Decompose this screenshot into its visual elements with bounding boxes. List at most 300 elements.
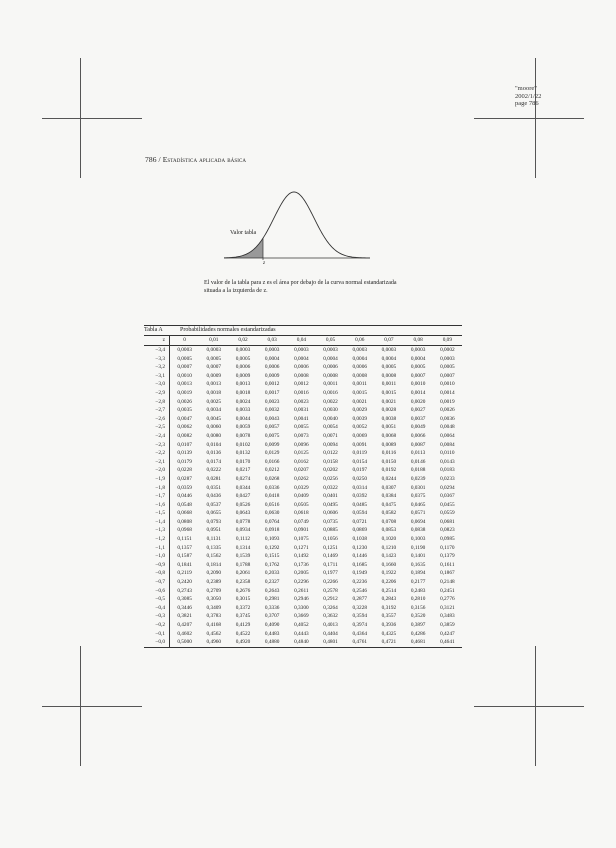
probability-cell: 0,0351 [206, 484, 222, 491]
probability-cell: 0,1977 [323, 570, 338, 577]
probability-cell: 0,1660 [381, 561, 397, 568]
probability-cell: 0,0005 [381, 364, 397, 371]
probability-cell: 0,0869 [352, 527, 368, 534]
probability-cell: 0,2912 [323, 596, 338, 603]
probability-cell: 0,0132 [235, 450, 251, 457]
probability-cell: 0,0011 [381, 381, 397, 388]
probability-cell: 0,0721 [352, 518, 368, 525]
probability-cell: 0,1587 [177, 553, 192, 560]
header-row [144, 336, 462, 346]
table-row [144, 355, 462, 364]
probability-cell: 0,0116 [381, 450, 397, 457]
z-value: −3,3 [144, 355, 170, 364]
probability-cell: 0,0078 [235, 432, 251, 439]
probability-cell: 0,1762 [264, 561, 280, 568]
probability-cell: 0,3974 [352, 622, 368, 628]
probability-cell: 0,0009 [235, 372, 251, 379]
probability-cell: 0,2061 [235, 570, 251, 577]
probability-cell: 0,0026 [177, 398, 192, 405]
stamp-line: "moore" [515, 85, 537, 92]
probability-cell: 0,0037 [410, 415, 426, 422]
probability-cell: 0,0934 [235, 527, 251, 534]
probability-cell: 0,0006 [294, 364, 309, 371]
probability-cell: 0,5000 [170, 638, 200, 647]
probability-cell: 0,0281 [206, 475, 222, 482]
crop-mark [42, 706, 142, 707]
probability-cell: 0,0104 [206, 441, 222, 448]
table-row [144, 535, 462, 544]
probability-cell: 0,0606 [323, 510, 338, 517]
probability-cell: 0,0526 [235, 501, 251, 508]
probability-cell: 0,2946 [294, 596, 309, 603]
probability-cell: 0,0013 [206, 381, 222, 388]
probability-cell: 0,0901 [294, 527, 309, 534]
probability-cell: 0,2981 [264, 596, 280, 603]
probability-cell: 0,0256 [323, 475, 338, 482]
probability-cell: 0,0618 [294, 510, 309, 517]
probability-cell: 0,2810 [410, 596, 426, 603]
probability-cell: 0,0005 [410, 364, 426, 371]
probability-cell: 0,0154 [352, 458, 368, 465]
probability-cell: 0,0274 [235, 475, 251, 482]
probability-cell: 0,2090 [206, 570, 222, 577]
normal-curve-figure [222, 186, 372, 264]
probability-cell: 0,1271 [294, 544, 309, 551]
probability-cell: 0,4404 [323, 630, 338, 637]
probability-cell: 0,0668 [177, 510, 192, 517]
probability-cell: 0,0749 [294, 518, 309, 525]
z-value: −0,3 [144, 612, 170, 621]
probability-cell: 0,0018 [206, 389, 222, 396]
probability-cell: 0,2578 [323, 587, 338, 594]
probability-cell: 0,1922 [381, 570, 397, 577]
crop-mark [535, 58, 536, 178]
probability-cell: 0,0057 [264, 424, 280, 431]
probability-cell: 0,0009 [264, 372, 280, 379]
probability-cell: 0,0008 [294, 372, 309, 379]
z-value: −2,8 [144, 398, 170, 407]
probability-cell: 0,0475 [381, 501, 397, 508]
probability-cell: 0,0060 [206, 424, 222, 431]
z-value: −1,1 [144, 544, 170, 553]
probability-cell: 0,0436 [206, 493, 222, 500]
column-header: 0,07 [374, 336, 403, 346]
probability-cell: 0,0418 [264, 493, 280, 500]
probability-cell: 0,0003 [294, 347, 309, 353]
probability-cell: 0,3300 [294, 604, 309, 611]
probability-cell: 0,3936 [381, 622, 397, 628]
probability-cell: 0,0427 [235, 493, 251, 500]
probability-cell: 0,2483 [410, 587, 426, 594]
probability-cell: 0,4090 [264, 622, 280, 628]
probability-cell: 0,4960 [199, 638, 228, 647]
probability-cell: 0,2709 [206, 587, 222, 594]
probability-cell: 0,0003 [440, 355, 455, 362]
probability-cell: 0,0139 [177, 450, 192, 457]
probability-cell: 0,3192 [381, 604, 397, 611]
probability-cell: 0,0136 [206, 450, 222, 457]
probability-cell: 0,0262 [294, 475, 309, 482]
column-header: 0,04 [287, 336, 316, 346]
probability-cell: 0,4920 [228, 638, 257, 647]
probability-cell: 0,0064 [440, 432, 455, 439]
z-value: −0,2 [144, 621, 170, 630]
probability-cell: 0,4681 [404, 638, 433, 647]
probability-cell: 0,0207 [294, 467, 309, 474]
probability-cell: 0,0059 [235, 424, 251, 431]
probability-cell: 0,3520 [410, 613, 426, 620]
z-value: −2,1 [144, 458, 170, 467]
probability-cell: 0,0011 [352, 381, 367, 388]
probability-cell: 0,1314 [235, 544, 251, 551]
probability-cell: 0,0038 [381, 415, 397, 422]
probability-cell: 0,4801 [316, 638, 345, 647]
probability-cell: 0,2611 [294, 587, 309, 594]
table-row [144, 389, 462, 398]
probability-cell: 0,0183 [440, 467, 455, 474]
probability-cell: 0,0048 [440, 424, 455, 431]
probability-cell: 0,0322 [323, 484, 338, 491]
probability-cell: 0,0384 [381, 493, 397, 500]
probability-cell: 0,0015 [352, 389, 368, 396]
probability-cell: 0,4286 [410, 630, 426, 637]
probability-cell: 0,1814 [206, 561, 222, 568]
table-row [144, 449, 462, 458]
table-row [144, 415, 462, 424]
z-value: −1,3 [144, 526, 170, 535]
z-value: −2,5 [144, 423, 170, 432]
column-header: 0,05 [316, 336, 345, 346]
probability-cell: 0,0143 [440, 458, 455, 465]
table-row [144, 398, 462, 407]
column-header: 0,06 [345, 336, 374, 346]
probability-cell: 0,0066 [410, 432, 426, 439]
probability-cell: 0,0003 [381, 347, 397, 353]
probability-cell: 0,0010 [177, 372, 192, 379]
probability-cell: 0,0007 [177, 364, 192, 371]
probability-cell: 0,2643 [264, 587, 280, 594]
probability-cell: 0,0094 [323, 441, 338, 448]
probability-cell: 0,2743 [177, 587, 192, 594]
z-header: z [144, 336, 170, 346]
probability-cell: 0,0179 [177, 458, 192, 465]
probability-cell: 0,3085 [177, 596, 192, 603]
z-value: −3,0 [144, 380, 170, 389]
probability-cell: 0,0026 [440, 407, 455, 414]
probability-cell: 0,4247 [440, 630, 455, 637]
probability-cell: 0,0096 [294, 441, 309, 448]
z-value: −1,4 [144, 518, 170, 527]
probability-cell: 0,0008 [352, 372, 368, 379]
table-row [144, 406, 462, 415]
column-header: 0,09 [433, 336, 462, 346]
probability-cell: 0,3707 [264, 613, 280, 620]
probability-cell: 0,0039 [352, 415, 368, 422]
probability-cell: 0,3594 [352, 613, 368, 620]
running-head [145, 155, 246, 164]
probability-cell: 0,4522 [235, 630, 251, 637]
table-title: Probabilidades normales estandarizadas [180, 327, 276, 333]
probability-cell: 0,1292 [264, 544, 280, 551]
probability-cell: 0,1635 [410, 561, 426, 568]
probability-cell: 0,0294 [440, 484, 455, 491]
probability-cell: 0,0344 [235, 484, 251, 491]
probability-cell: 0,0019 [440, 398, 455, 405]
crop-mark [535, 646, 536, 766]
probability-cell: 0,0125 [294, 450, 309, 457]
probability-cell: 0,0643 [235, 510, 251, 517]
probability-cell: 0,4761 [345, 638, 374, 647]
probability-cell: 0,2206 [381, 579, 397, 586]
probability-cell: 0,0129 [264, 450, 280, 457]
probability-cell: 0,0918 [264, 527, 280, 534]
probability-cell: 0,2296 [294, 579, 309, 586]
probability-cell: 0,0150 [381, 458, 397, 465]
probability-cell: 0,1112 [235, 536, 251, 543]
probability-cell: 0,0052 [352, 424, 368, 431]
probability-cell: 0,0075 [264, 432, 280, 439]
probability-cell: 0,2546 [352, 587, 368, 594]
probability-cell: 0,0016 [294, 389, 309, 396]
probability-cell: 0,0007 [410, 372, 426, 379]
probability-cell: 0,0013 [235, 381, 251, 388]
table-body [144, 346, 462, 648]
probability-cell: 0,0505 [294, 501, 309, 508]
table-row [144, 346, 462, 355]
crop-mark [42, 118, 142, 119]
probability-cell: 0,4443 [294, 630, 309, 637]
probability-cell: 0,3050 [206, 596, 222, 603]
probability-cell: 0,0250 [352, 475, 368, 482]
probability-cell: 0,1170 [440, 544, 455, 551]
probability-cell: 0,0007 [440, 372, 455, 379]
column-header: 0 [170, 336, 200, 346]
probability-cell: 0,3783 [206, 613, 222, 620]
probability-cell: 0,0029 [352, 407, 368, 414]
probability-cell: 0,0008 [381, 372, 397, 379]
probability-cell: 0,2389 [206, 579, 222, 586]
probability-cell: 0,0006 [352, 364, 368, 371]
crop-mark [474, 118, 584, 119]
table-row [144, 621, 462, 630]
probability-cell: 0,1075 [294, 536, 309, 543]
probability-cell: 0,0004 [352, 355, 368, 362]
probability-cell: 0,4325 [381, 630, 397, 637]
z-value: −3,4 [144, 346, 170, 355]
probability-cell: 0,0021 [381, 398, 397, 405]
z-value: −2,7 [144, 406, 170, 415]
probability-cell: 0,0708 [381, 518, 397, 525]
probability-cell: 0,0244 [381, 475, 397, 482]
separator: / [158, 155, 161, 164]
probability-cell: 0,0004 [294, 355, 309, 362]
probability-cell: 0,1446 [352, 553, 368, 560]
probability-cell: 0,0023 [294, 398, 309, 405]
probability-cell: 0,0012 [294, 381, 309, 388]
probability-cell: 0,4880 [258, 638, 287, 647]
probability-cell: 0,0301 [410, 484, 426, 491]
z-value: −2,4 [144, 432, 170, 441]
table-row [144, 544, 462, 553]
probability-cell: 0,3372 [235, 604, 251, 611]
probability-cell: 0,1131 [206, 536, 221, 543]
probability-cell: 0,3409 [206, 604, 222, 611]
probability-cell: 0,0002 [440, 347, 455, 353]
probability-cell: 0,0392 [352, 493, 368, 500]
table-row [144, 518, 462, 527]
probability-cell: 0,0015 [381, 389, 397, 396]
column-header: 0,01 [199, 336, 228, 346]
z-value: −0,5 [144, 595, 170, 604]
z-label: z [263, 260, 266, 266]
probability-cell: 0,0044 [235, 415, 251, 422]
probability-cell: 0,0080 [206, 432, 222, 439]
z-value: −2,2 [144, 449, 170, 458]
probability-cell: 0,0005 [235, 355, 251, 362]
probability-cell: 0,0655 [206, 510, 222, 517]
probability-cell: 0,1562 [206, 553, 222, 560]
probability-cell: 0,0537 [206, 501, 222, 508]
probability-cell: 0,0004 [323, 355, 338, 362]
z-value: −1,8 [144, 484, 170, 493]
z-value: −2,3 [144, 441, 170, 450]
probability-cell: 0,1867 [440, 570, 455, 577]
probability-cell: 0,2177 [410, 579, 426, 586]
probability-cell: 0,1379 [440, 553, 455, 560]
probability-cell: 0,3669 [294, 613, 309, 620]
probability-cell: 0,4641 [433, 638, 462, 647]
table-row [144, 363, 462, 372]
probability-cell: 0,1093 [264, 536, 280, 543]
z-value: −0,9 [144, 561, 170, 570]
probability-cell: 0,0823 [440, 527, 455, 534]
probability-cell: 0,0003 [323, 347, 338, 353]
probability-cell: 0,1423 [381, 553, 397, 560]
probability-cell: 0,0006 [323, 364, 338, 371]
probability-cell: 0,2451 [440, 587, 455, 594]
probability-cell: 0,0023 [264, 398, 280, 405]
probability-cell: 0,0222 [206, 467, 222, 474]
probability-cell: 0,2327 [264, 579, 280, 586]
probability-cell: 0,0630 [264, 510, 280, 517]
table-row [144, 561, 462, 570]
probability-cell: 0,0003 [352, 347, 368, 353]
probability-cell: 0,3121 [440, 604, 455, 611]
probability-cell: 0,0045 [206, 415, 222, 422]
table-row [144, 484, 462, 493]
probability-cell: 0,0062 [177, 424, 192, 431]
probability-cell: 0,0012 [264, 381, 280, 388]
probability-cell: 0,2420 [177, 579, 192, 586]
probability-cell: 0,2676 [235, 587, 251, 594]
table-row [144, 595, 462, 604]
crop-mark [474, 706, 584, 707]
probability-cell: 0,0107 [177, 441, 192, 448]
probability-cell: 0,0040 [323, 415, 338, 422]
probability-cell: 0,0014 [410, 389, 426, 396]
probability-cell: 0,0043 [264, 415, 280, 422]
probability-cell: 0,0055 [294, 424, 309, 431]
probability-cell: 0,0401 [323, 493, 338, 500]
table-row [144, 587, 462, 596]
probability-cell: 0,0005 [177, 355, 192, 362]
probability-cell: 0,0013 [177, 381, 192, 388]
z-value: −2,0 [144, 466, 170, 475]
probability-cell: 0,0051 [381, 424, 397, 431]
probability-cell: 0,0853 [381, 527, 397, 534]
probability-cell: 0,0019 [177, 389, 192, 396]
probability-cell: 0,0005 [206, 355, 222, 362]
table-title-row [144, 325, 462, 335]
probability-cell: 0,0003 [235, 347, 251, 353]
z-value: −0,8 [144, 569, 170, 578]
probability-cell: 0,1401 [410, 553, 426, 560]
probability-cell: 0,0113 [410, 450, 426, 457]
z-value: −1,7 [144, 492, 170, 501]
probability-cell: 0,2005 [294, 570, 309, 577]
probability-cell: 0,2776 [440, 596, 455, 603]
probability-cell: 0,1020 [381, 536, 397, 543]
z-value: −1,9 [144, 475, 170, 484]
probability-cell: 0,0087 [410, 441, 426, 448]
probability-cell: 0,0047 [177, 415, 192, 422]
table-row [144, 552, 462, 561]
figure-caption: El valor de la tabla para z es el área por debajo de la curva normal estandarizada situada a la izquierda de z. [204, 280, 397, 294]
probability-cell: 0,1788 [235, 561, 251, 568]
probability-cell: 0,2119 [177, 570, 192, 577]
probability-cell: 0,1711 [323, 561, 338, 568]
table-row [144, 492, 462, 501]
probability-cell: 0,2148 [440, 579, 455, 586]
probability-cell: 0,0110 [440, 450, 455, 457]
probability-cell: 0,0027 [410, 407, 426, 414]
probability-cell: 0,1492 [294, 553, 309, 560]
probability-cell: 0,1841 [177, 561, 192, 568]
probability-cell: 0,0054 [323, 424, 338, 431]
probability-cell: 0,0192 [381, 467, 397, 474]
probability-cell: 0,0025 [206, 398, 222, 405]
probability-cell: 0,3228 [352, 604, 368, 611]
probability-cell: 0,0197 [352, 467, 368, 474]
probability-cell: 0,4840 [287, 638, 316, 647]
probability-cell: 0,1230 [352, 544, 368, 551]
probability-cell: 0,0465 [410, 501, 426, 508]
probability-cell: 0,1539 [235, 553, 251, 560]
probability-cell: 0,0170 [235, 458, 251, 465]
probability-cell: 0,0028 [381, 407, 397, 414]
probability-cell: 0,0003 [264, 347, 280, 353]
probability-cell: 0,0006 [264, 364, 280, 371]
column-header: 0,02 [228, 336, 257, 346]
probability-cell: 0,0287 [177, 475, 192, 482]
probability-cell: 0,0024 [235, 398, 251, 405]
probability-cell: 0,2877 [352, 596, 368, 603]
probability-cell: 0,0030 [323, 407, 338, 414]
column-header: 0,08 [404, 336, 433, 346]
book-title: Estadística aplicada básica [162, 155, 247, 164]
probability-cell: 0,4168 [206, 622, 222, 628]
probability-cell: 0,0022 [323, 398, 338, 405]
z-value: −3,1 [144, 372, 170, 381]
probability-cell: 0,0968 [177, 527, 192, 534]
probability-cell: 0,0073 [294, 432, 309, 439]
probability-cell: 0,0014 [440, 389, 455, 396]
probability-cell: 0,4562 [206, 630, 222, 637]
table-row [144, 380, 462, 389]
probability-cell: 0,0009 [206, 372, 222, 379]
probability-cell: 0,0166 [264, 458, 280, 465]
probability-cell: 0,3859 [440, 622, 455, 628]
